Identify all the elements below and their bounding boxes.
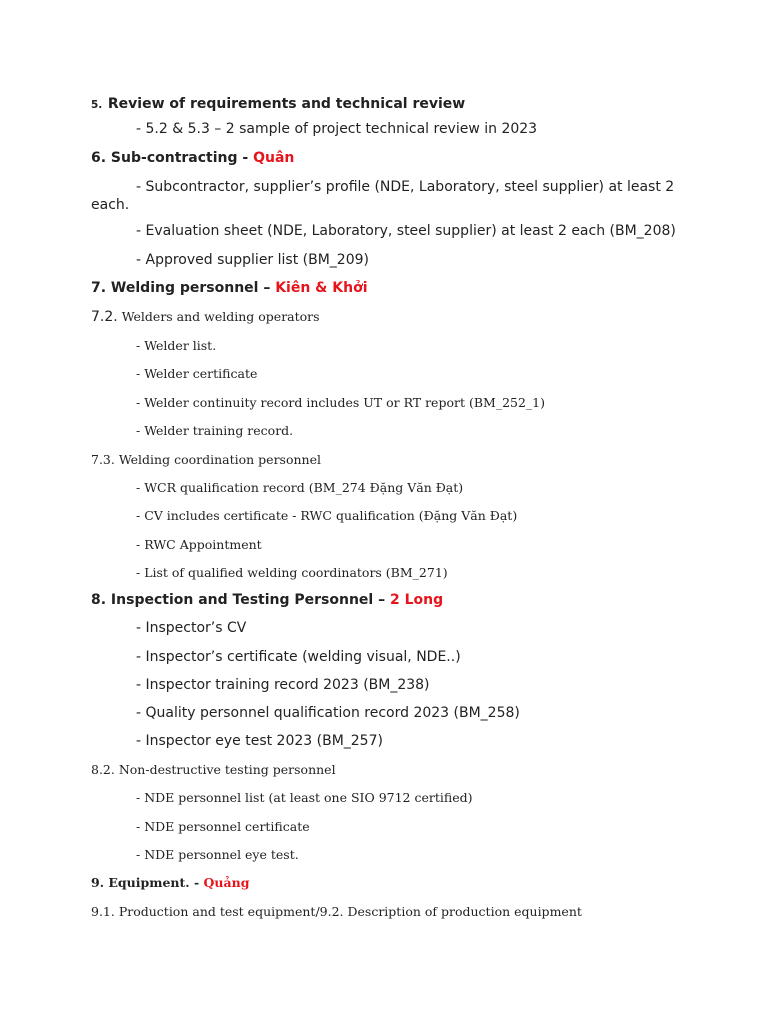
subsection-7-2-title: Welders and welding operators xyxy=(117,309,320,324)
section-8-item: - Quality personnel qualification record 2023 (BM_258) xyxy=(136,705,520,721)
subsection-7-2-item: - Welder continuity record includes UT or RT report (BM_252_1) xyxy=(136,395,546,410)
subsection-7-3-item: - CV includes certificate - RWC qualification (Đặng Văn Đạt) xyxy=(136,508,518,523)
section-9-title: 9. Equipment. - xyxy=(91,875,204,890)
section-7-title: 7. Welding personnel – xyxy=(91,280,276,296)
section-8-item: - Inspector’s CV xyxy=(136,620,247,636)
section-6-item: - Approved supplier list (BM_209) xyxy=(136,252,369,268)
section-9-owner: Quảng xyxy=(203,875,250,890)
section-6-owner: Quân xyxy=(253,150,295,166)
subsection-7-3-item: - List of qualified welding coordinators (BM_271) xyxy=(136,565,448,580)
section-6-title: 6. Sub-contracting - xyxy=(91,150,254,166)
section-8-heading xyxy=(91,592,443,608)
subsection-8-2-heading: 8.2. Non-destructive testing personnel xyxy=(91,762,336,777)
section-6-item: - Subcontractor, supplier’s profile (NDE, Laboratory, steel supplier) at least 2 each. xyxy=(91,179,675,213)
section-5-title: Review of requirements and technical review xyxy=(107,96,466,112)
subsection-8-2-item: - NDE personnel certificate xyxy=(136,819,310,834)
section-8-title: 8. Inspection and Testing Personnel – xyxy=(91,592,390,608)
section-9-line: 9.1. Production and test equipment/9.2. Description of production equipment xyxy=(91,904,582,919)
section-5-item: - 5.2 & 5.3 – 2 sample of project technical review in 2023 xyxy=(136,121,538,137)
section-8-item: - Inspector’s certificate (welding visual, NDE..) xyxy=(136,649,461,665)
section-8-item: - Inspector training record 2023 (BM_238) xyxy=(136,677,430,693)
subsection-7-2-item: - Welder training record. xyxy=(136,423,294,438)
subsection-8-2-item: - NDE personnel eye test. xyxy=(136,847,299,862)
section-5-number: 5. xyxy=(91,99,103,111)
section-6-item: - Evaluation sheet (NDE, Laboratory, steel supplier) at least 2 each (BM_208) xyxy=(136,223,676,239)
subsection-7-3-item: - WCR qualification record (BM_274 Đặng Văn Đạt) xyxy=(136,480,464,495)
section-6-heading xyxy=(91,150,294,166)
subsection-7-2-number: 7.2. xyxy=(91,309,118,325)
section-5-heading xyxy=(91,93,465,112)
section-7-heading xyxy=(91,280,368,296)
subsection-7-3-item: - RWC Appointment xyxy=(136,537,262,552)
subsection-7-3-heading: 7.3. Welding coordination personnel xyxy=(91,452,321,467)
section-7-owner: Kiên & Khởi xyxy=(275,280,368,296)
section-8-owner: 2 Long xyxy=(389,592,444,608)
subsection-8-2-item: - NDE personnel list (at least one SIO 9712 certified) xyxy=(136,790,473,805)
section-6-item-wrapped xyxy=(91,178,681,214)
section-8-item: - Inspector eye test 2023 (BM_257) xyxy=(136,733,383,749)
section-9-heading xyxy=(91,875,249,890)
subsection-7-2-item: - Welder certificate xyxy=(136,366,258,381)
subsection-7-2-heading xyxy=(91,308,320,326)
subsection-7-2-item: - Welder list. xyxy=(136,338,217,353)
